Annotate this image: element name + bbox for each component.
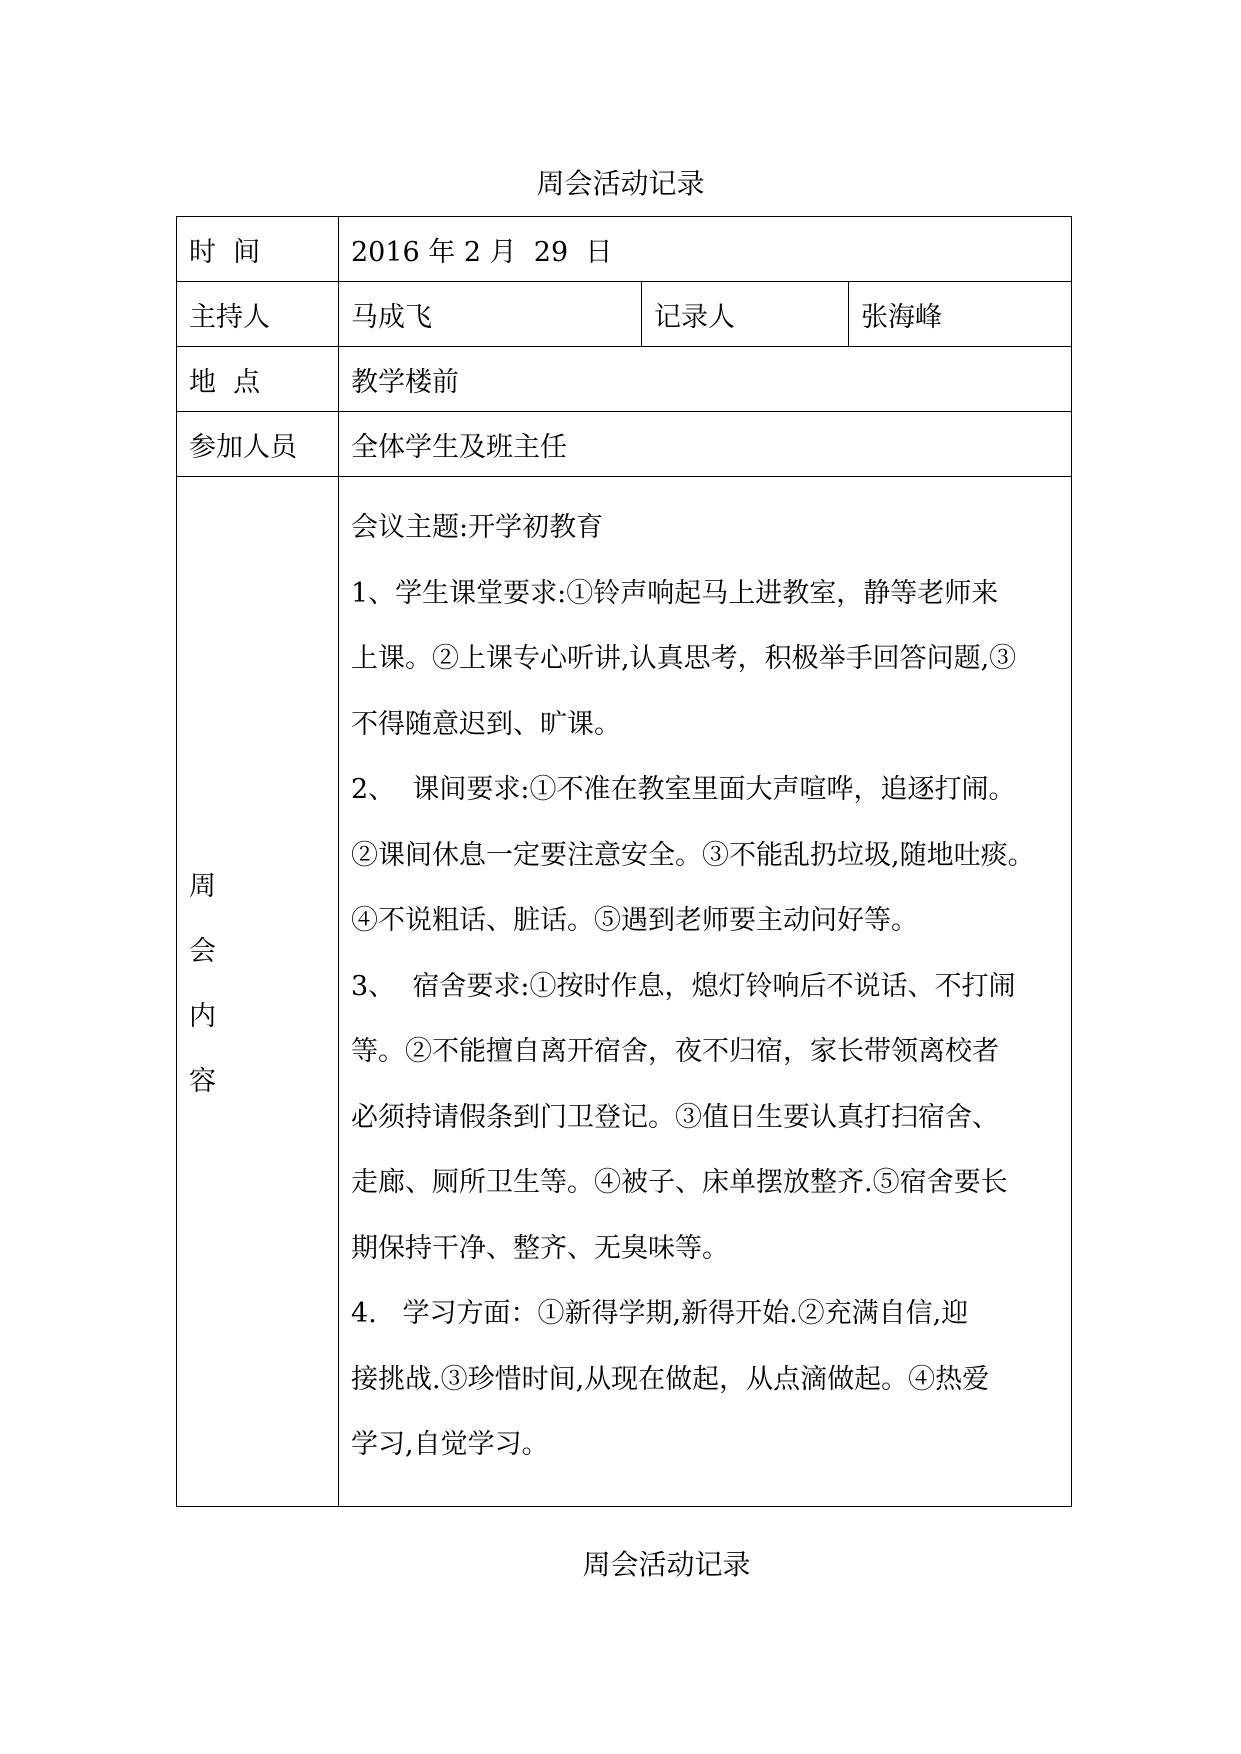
participants-value: 全体学生及班主任 xyxy=(339,412,1072,477)
content-line: 会议主题:开学初教育 xyxy=(351,512,604,544)
content-line: 期保持干净、整齐、无臭味等。 xyxy=(351,1232,729,1264)
table-row-host xyxy=(177,282,1072,347)
table-row-participants xyxy=(177,412,1072,477)
table-row-content xyxy=(177,477,1072,1507)
content-line: 4. 学习方面：①新得学期,新得开始.②充满自信,迎 xyxy=(351,1298,969,1330)
content-label xyxy=(177,477,339,1507)
content-line: 1、学生课堂要求:①铃声响起马上进教室，静等老师来 xyxy=(351,577,999,609)
content-line: 不得随意迟到、旷课。 xyxy=(351,708,621,740)
content-label-char: 会 xyxy=(189,935,216,967)
meeting-record-table xyxy=(176,216,1072,1507)
recorder-label: 记录人 xyxy=(642,282,849,347)
content-line: 接挑战.③珍惜时间,从现在做起，从点滴做起。④热爱 xyxy=(351,1363,990,1395)
content-line: 2、 课间要求:①不准在教室里面大声喧哗，追逐打闹。 xyxy=(351,774,1016,806)
content-label-char: 容 xyxy=(189,1065,216,1097)
time-value: 2016 年 2 月 29 日 xyxy=(339,217,1072,282)
content-line: ②课间休息一定要注意安全。③不能乱扔垃圾,随地吐痰。 xyxy=(351,839,1035,871)
host-label: 主持人 xyxy=(177,282,339,347)
content-label-char: 周 xyxy=(189,870,216,902)
time-label: 时 间 xyxy=(177,217,339,282)
table-row-time xyxy=(177,217,1072,282)
content-line: 必须持请假条到门卫登记。③值日生要认真打扫宿舍、 xyxy=(351,1101,999,1133)
content-body xyxy=(339,477,1072,1507)
recorder-value: 张海峰 xyxy=(849,282,1072,347)
table-row-location xyxy=(177,347,1072,412)
content-line: 走廊、厕所卫生等。④被子、床单摆放整齐.⑤宿舍要长 xyxy=(351,1167,1008,1199)
participants-label: 参加人员 xyxy=(177,412,339,477)
content-line: 等。②不能擅自离开宿舍，夜不归宿，家长带领离校者 xyxy=(351,1036,999,1068)
content-line: ④不说粗话、脏话。⑤遇到老师要主动问好等。 xyxy=(351,905,918,937)
content-label-char: 内 xyxy=(189,1000,216,1032)
location-value: 教学楼前 xyxy=(339,347,1072,412)
content-line: 3、 宿舍要求:①按时作息，熄灯铃响后不说话、不打闹 xyxy=(351,970,1016,1002)
host-value: 马成飞 xyxy=(339,282,642,347)
content-line: 上课。②上课专心听讲,认真思考，积极举手回答问题,③ xyxy=(351,643,1017,675)
footer-title: 周会活动记录 xyxy=(582,1548,751,1581)
content-line: 学习,自觉学习。 xyxy=(351,1429,549,1461)
page-title: 周会活动记录 xyxy=(536,167,705,200)
location-label: 地 点 xyxy=(177,347,339,412)
